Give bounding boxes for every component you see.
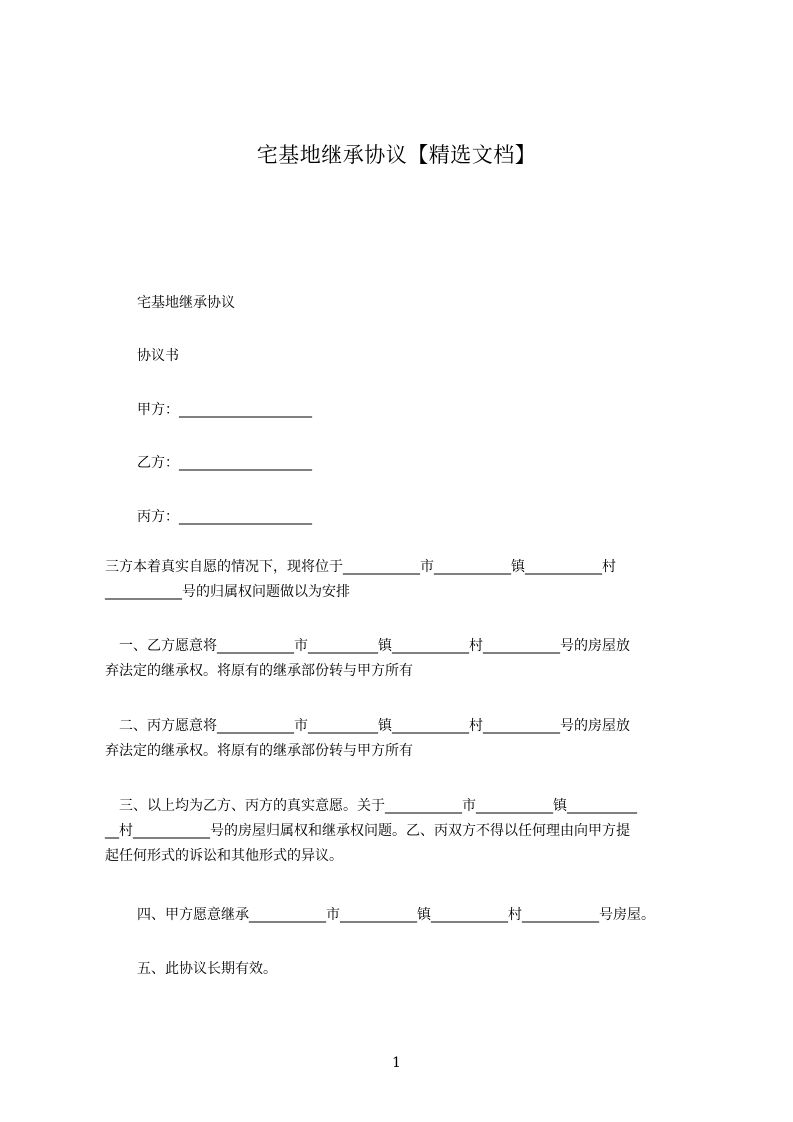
agreement-heading: 协议书 [137, 348, 179, 364]
clause-3-line-1: 三、以上均为乙方、丙方的真实意愿。关于___________市___________镇__________ [105, 798, 637, 814]
clause-2-paragraph [105, 714, 705, 764]
clause-2-line-2: 弃法定的继承权。将原有的继承部份转与甲方所有 [105, 743, 413, 759]
party-c-line: 丙方：___________________ [137, 509, 312, 525]
clause-3-paragraph [105, 794, 705, 869]
page-number: 1 [392, 1055, 401, 1071]
clause-1-paragraph [105, 634, 705, 684]
clause-3-line-2: __村___________号的房屋归属权和继承权问题。乙、丙双方不得以任何理由向甲方提 [105, 823, 630, 839]
intro-paragraph [105, 555, 705, 605]
clause-4-line: 四、甲方愿意继承___________市___________镇___________村___________号房屋。 [137, 907, 655, 923]
party-a-line: 甲方：___________________ [137, 402, 312, 418]
document-title: 宅基地继承协议【精选文档】 [256, 143, 537, 167]
clause-1-line-2: 弃法定的继承权。将原有的继承部份转与甲方所有 [105, 663, 413, 679]
agreement-subtitle: 宅基地继承协议 [137, 295, 235, 311]
clause-3-line-3: 起任何形式的诉讼和其他形式的异议。 [105, 848, 343, 864]
clause-2-line-1: 二、丙方愿意将___________市__________镇___________村___________号的房屋放 [105, 718, 630, 734]
intro-line-1: 三方本着真实自愿的情况下，现将位于___________市___________镇___________村 [105, 559, 616, 575]
party-b-line: 乙方：___________________ [137, 455, 312, 471]
intro-line-2: ___________号的归属权问题做以为安排 [105, 584, 350, 600]
clause-1-line-1: 一、乙方愿意将___________市__________镇___________村___________号的房屋放 [105, 638, 630, 654]
clause-5-line: 五、此协议长期有效。 [137, 961, 277, 977]
